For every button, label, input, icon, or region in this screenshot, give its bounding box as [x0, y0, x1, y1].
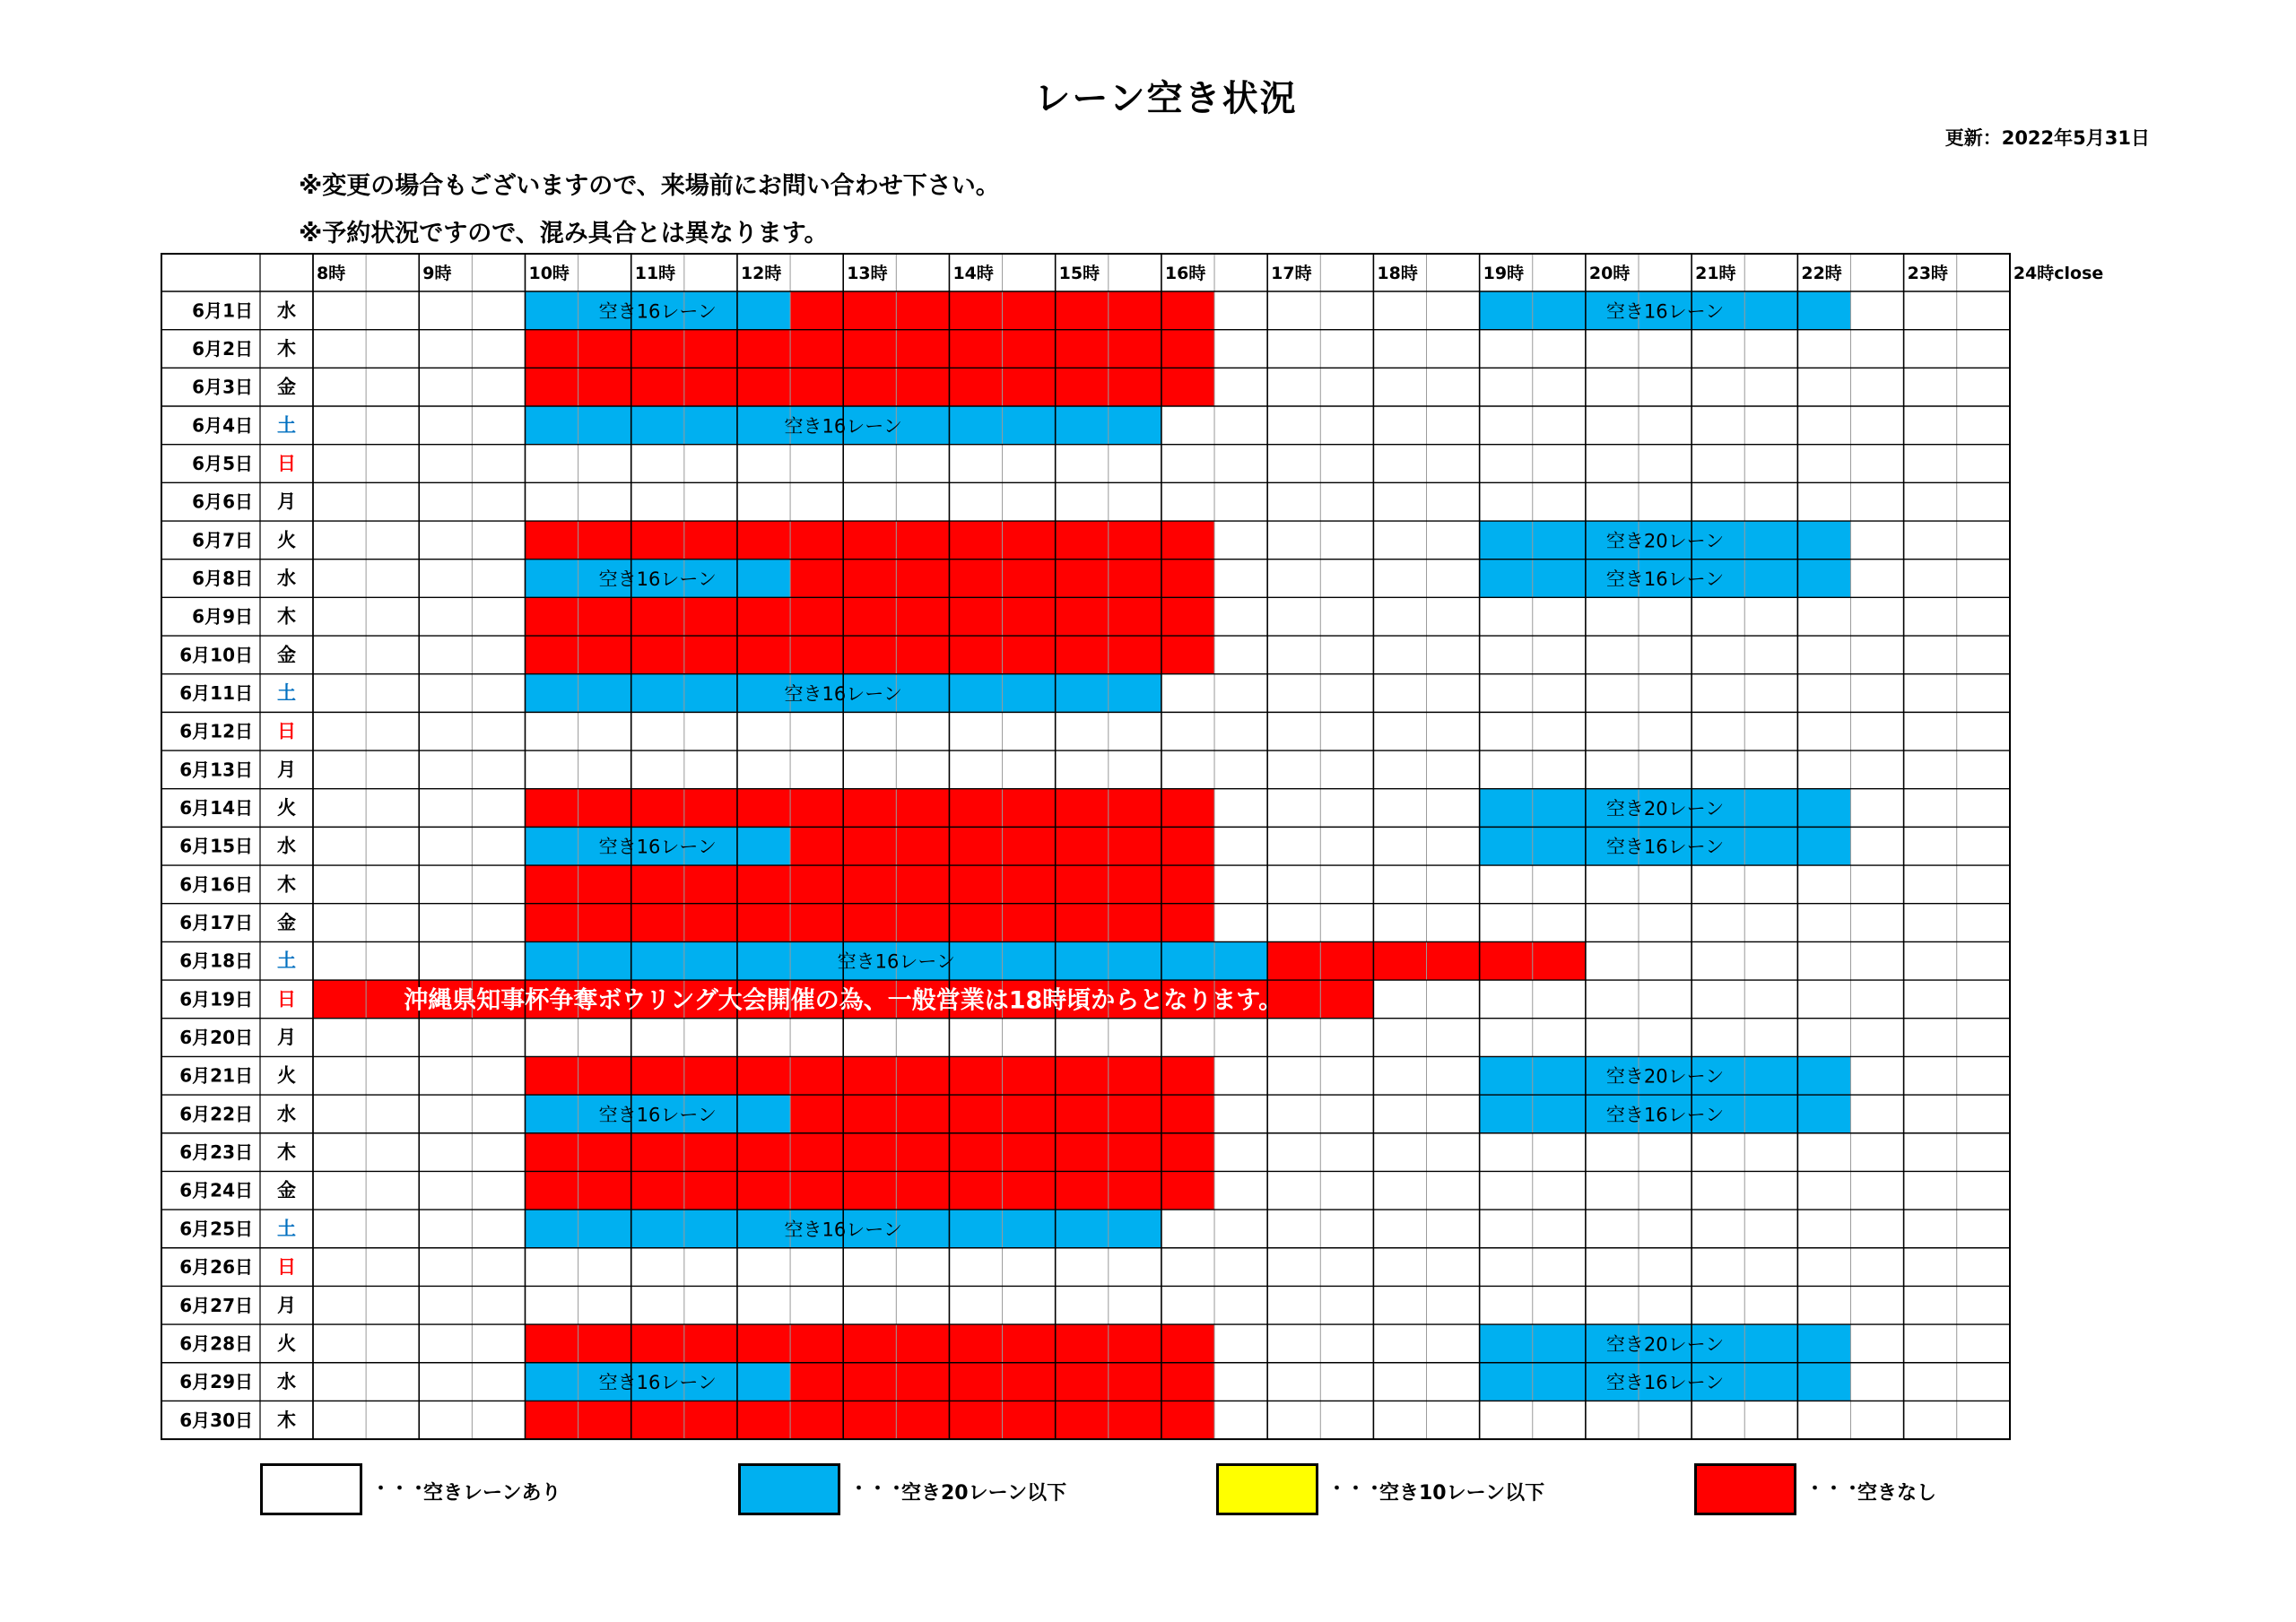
weekday-cell: 木	[277, 1409, 296, 1431]
weekday-cell: 金	[277, 644, 296, 666]
weekday-cell: 水	[277, 835, 296, 857]
weekday-cell: 火	[277, 1064, 296, 1087]
hour-header: 8時	[317, 264, 346, 283]
availability-bar	[525, 1171, 1214, 1210]
bar-label: 空き16レーン	[598, 300, 717, 323]
hour-header: 13時	[847, 264, 888, 283]
legend-dots: ・・・	[849, 1478, 906, 1499]
weekday-cell: 月	[277, 1294, 296, 1316]
availability-bar	[525, 865, 1214, 904]
note-reservation: ※予約状況ですので、混み具合とは異なります。	[299, 220, 829, 247]
weekday-cell: 日	[277, 453, 296, 475]
weekday-cell: 木	[277, 873, 296, 896]
weekday-cell: 土	[277, 950, 296, 972]
availability-bar	[525, 789, 1214, 828]
date-cell: 6月28日	[179, 1332, 253, 1355]
bar-label: 空き20レーン	[1605, 1065, 1725, 1088]
availability-bar	[525, 1056, 1214, 1095]
legend-dots: ・・・	[1327, 1478, 1384, 1499]
bar-label: 空き20レーン	[1605, 798, 1725, 820]
weekday-cell: 日	[277, 988, 296, 1010]
note-contact: ※変更の場合もございますので、来場前にお問い合わせ下さい。	[299, 172, 1000, 200]
bar-label: 空き16レーン	[1605, 1104, 1725, 1126]
date-cell: 6月22日	[179, 1103, 253, 1125]
legend-swatch-free	[260, 1463, 362, 1515]
weekday-cell: 土	[277, 682, 296, 705]
date-cell: 6月15日	[179, 835, 253, 857]
legend-swatch-20-or-less	[738, 1463, 840, 1515]
availability-bar	[525, 368, 1214, 406]
hour-header: 22時	[1801, 264, 1842, 283]
hour-header: 21時	[1695, 264, 1736, 283]
date-cell: 6月1日	[192, 299, 253, 322]
availability-bar	[525, 636, 1214, 674]
hour-header: 9時	[422, 264, 452, 283]
weekday-cell: 月	[277, 1027, 296, 1049]
bar-label: 空き16レーン	[598, 836, 717, 858]
availability-bar	[525, 904, 1214, 942]
date-cell: 6月5日	[192, 453, 253, 475]
weekday-cell: 木	[277, 605, 296, 628]
updated-date: 更新：2022年5月31日	[1944, 127, 2150, 149]
bar-label: 空き16レーン	[784, 683, 902, 706]
bar-label: 空き16レーン	[598, 1104, 717, 1126]
weekday-cell: 水	[277, 1371, 296, 1393]
date-cell: 6月27日	[179, 1294, 253, 1316]
weekday-cell: 木	[277, 1141, 296, 1164]
date-cell: 6月8日	[192, 568, 253, 590]
weekday-cell: 火	[277, 529, 296, 551]
bar-label: 空き20レーン	[1605, 1333, 1725, 1356]
date-cell: 6月10日	[179, 644, 253, 666]
date-cell: 6月2日	[192, 338, 253, 360]
hour-header: 14時	[952, 264, 994, 283]
bar-label: 空き16レーン	[598, 568, 717, 591]
hour-header: 11時	[634, 264, 676, 283]
bar-label: 空き16レーン	[837, 950, 955, 973]
date-cell: 6月16日	[179, 873, 253, 896]
availability-bar	[525, 597, 1214, 636]
bar-label: 空き16レーン	[1605, 300, 1725, 323]
weekday-cell: 火	[277, 1332, 296, 1355]
weekday-cell: 月	[277, 490, 296, 513]
hour-header: 15時	[1058, 264, 1100, 283]
date-cell: 6月21日	[179, 1064, 253, 1087]
date-cell: 6月4日	[192, 414, 253, 437]
legend-dots: ・・・	[371, 1478, 428, 1499]
hour-header: 16時	[1164, 264, 1206, 283]
weekday-cell: 土	[277, 1218, 296, 1240]
date-cell: 6月20日	[179, 1027, 253, 1049]
weekday-cell: 月	[277, 759, 296, 781]
date-cell: 6月3日	[192, 376, 253, 398]
availability-bar	[525, 1401, 1214, 1439]
availability-bar	[525, 1133, 1214, 1172]
event-notice: 沖縄県知事杯争奪ボウリング大会開催の為、一般営業は18時頃からとなります。	[404, 986, 1283, 1015]
legend-label: 空きなし	[1857, 1482, 1937, 1505]
date-cell: 6月18日	[179, 950, 253, 972]
hour-header: 24時close	[2013, 264, 2104, 283]
weekday-cell: 金	[277, 376, 296, 398]
legend-label: 空きレーンあり	[423, 1482, 561, 1505]
bar-label: 空き20レーン	[1605, 530, 1725, 552]
legend-dots: ・・・	[1805, 1478, 1862, 1499]
legend-swatch-none	[1694, 1463, 1796, 1515]
date-cell: 6月29日	[179, 1371, 253, 1393]
weekday-cell: 日	[277, 720, 296, 742]
bar-label: 空き16レーン	[1605, 568, 1725, 591]
date-cell: 6月11日	[179, 682, 253, 705]
legend-swatch-10-or-less	[1216, 1463, 1318, 1515]
date-cell: 6月30日	[179, 1409, 253, 1431]
availability-bar	[525, 1324, 1214, 1363]
date-cell: 6月13日	[179, 759, 253, 781]
hour-header: 10時	[528, 264, 570, 283]
date-cell: 6月19日	[179, 988, 253, 1010]
weekday-cell: 日	[277, 1256, 296, 1279]
hour-header: 19時	[1483, 264, 1525, 283]
availability-bar	[525, 330, 1214, 369]
date-cell: 6月25日	[179, 1218, 253, 1240]
weekday-cell: 水	[277, 299, 296, 322]
weekday-cell: 木	[277, 338, 296, 360]
hour-header: 18時	[1377, 264, 1418, 283]
bar-label: 空き16レーン	[1605, 836, 1725, 858]
weekday-cell: 水	[277, 568, 296, 590]
weekday-cell: 土	[277, 414, 296, 437]
date-cell: 6月7日	[192, 529, 253, 551]
hour-header: 23時	[1907, 264, 1949, 283]
bar-label: 空き16レーン	[784, 1219, 902, 1241]
bar-label: 空き16レーン	[1605, 1372, 1725, 1394]
hour-header: 20時	[1588, 264, 1631, 283]
date-cell: 6月24日	[179, 1179, 253, 1201]
date-cell: 6月6日	[192, 490, 253, 513]
hour-header: 12時	[740, 264, 782, 283]
date-cell: 6月14日	[179, 797, 253, 820]
bar-label: 空き16レーン	[784, 415, 902, 438]
bar-label: 空き16レーン	[598, 1372, 717, 1394]
date-cell: 6月26日	[179, 1256, 253, 1279]
weekday-cell: 金	[277, 1179, 296, 1201]
weekday-cell: 金	[277, 912, 296, 934]
date-cell: 6月23日	[179, 1141, 253, 1164]
weekday-cell: 火	[277, 797, 296, 820]
legend-label: 空き10レーン以下	[1379, 1482, 1545, 1505]
hour-header: 17時	[1271, 264, 1312, 283]
date-cell: 6月9日	[192, 605, 253, 628]
date-cell: 6月12日	[179, 720, 253, 742]
page-title: レーン空き状況	[1034, 78, 1298, 119]
date-cell: 6月17日	[179, 912, 253, 934]
legend-label: 空き20レーン以下	[901, 1482, 1067, 1505]
weekday-cell: 水	[277, 1103, 296, 1125]
availability-bar	[525, 521, 1214, 559]
